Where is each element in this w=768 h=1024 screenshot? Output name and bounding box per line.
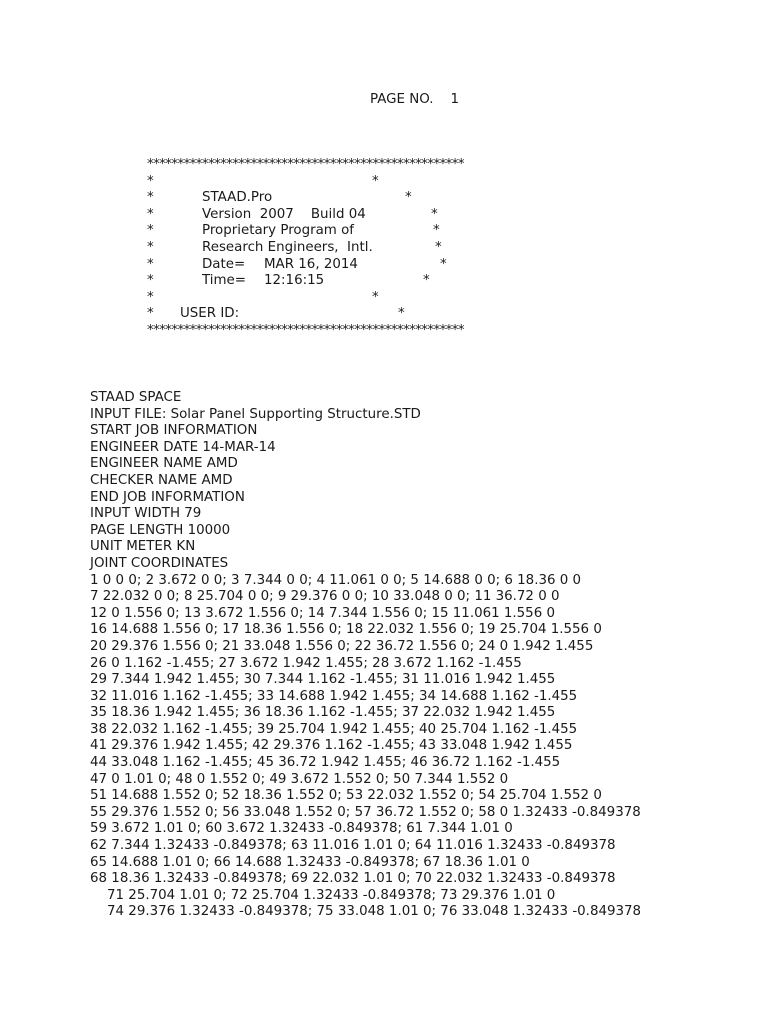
command-line: PAGE LENGTH 10000 — [90, 522, 231, 538]
date-value: MAR 16, 2014 — [264, 256, 358, 272]
proprietary-text: Proprietary Program of — [202, 223, 355, 239]
command-line: ENGINEER DATE 14-MAR-14 — [90, 439, 276, 455]
banner-left-star: * — [147, 289, 154, 305]
command-line: UNIT METER KN — [90, 539, 196, 555]
input-file-line: INPUT FILE: Solar Panel Supporting Structure.STD — [90, 406, 421, 422]
joint-coordinates-line: 65 14.688 1.01 0; 66 14.688 1.32433 -0.849378; 67 18.36 1.01 0 — [90, 854, 530, 870]
banner-right-star: * — [431, 206, 438, 222]
joint-coordinates-line: 35 18.36 1.942 1.455; 36 18.36 1.162 -1.455; 37 22.032 1.942 1.455 — [90, 705, 556, 721]
banner-left-star: * — [147, 239, 154, 255]
banner-right-star: * — [423, 273, 430, 289]
banner-right-star: * — [433, 223, 440, 239]
joint-coordinates-line: 7 22.032 0 0; 8 25.704 0 0; 9 29.376 0 0; 10 33.048 0 0; 11 36.72 0 0 — [90, 589, 560, 605]
joint-coordinates-line: 16 14.688 1.556 0; 17 18.36 1.556 0; 18 22.032 1.556 0; 19 25.704 1.556 0 — [90, 622, 602, 638]
banner-user-row — [147, 306, 405, 323]
program-version: Version 2007 Build 04 — [202, 206, 366, 222]
joint-coordinates-line: 55 29.376 1.552 0; 56 33.048 1.552 0; 57 36.72 1.552 0; 58 0 1.32433 -0.849378 — [90, 804, 641, 820]
page-number: PAGE NO. 1 — [370, 92, 460, 107]
banner-blank-row — [147, 173, 379, 191]
command-line: CHECKER NAME AMD — [90, 472, 233, 488]
user-id-label: USER ID: — [180, 306, 240, 322]
joint-coordinates-line: 62 7.344 1.32433 -0.849378; 63 11.016 1.01 0; 64 11.016 1.32433 -0.849378 — [90, 838, 616, 854]
command-line: INPUT WIDTH 79 — [90, 506, 202, 522]
program-banner — [147, 157, 464, 340]
date-label: Date= — [202, 256, 246, 272]
banner-blank-row — [147, 289, 379, 307]
joint-coordinates-line: 44 33.048 1.162 -1.455; 45 36.72 1.942 1.455; 46 36.72 1.162 -1.455 — [90, 755, 561, 771]
joint-coordinates-line: 20 29.376 1.556 0; 21 33.048 1.556 0; 22 36.72 1.556 0; 24 0 1.942 1.455 — [90, 638, 594, 654]
banner-left-star: * — [147, 223, 154, 239]
command-line: END JOB INFORMATION — [90, 489, 245, 505]
banner-version-row — [147, 206, 438, 224]
banner-date-row — [147, 256, 447, 274]
joint-coordinates-line: 59 3.672 1.01 0; 60 3.672 1.32433 -0.849378; 61 7.344 1.01 0 — [90, 821, 513, 837]
banner-left-star: * — [147, 190, 154, 206]
banner-top-border — [147, 157, 464, 174]
program-name: STAAD.Pro — [202, 190, 273, 206]
banner-right-star: * — [405, 190, 412, 206]
banner-left-star: * — [147, 273, 154, 289]
banner-time-row — [147, 273, 430, 290]
banner-border-stars: **************************************************** — [147, 157, 464, 172]
banner-right-star: * — [372, 289, 379, 305]
joint-coordinates-line: 51 14.688 1.552 0; 52 18.36 1.552 0; 53 22.032 1.552 0; 54 25.704 1.552 0 — [90, 788, 602, 804]
command-line: JOINT COORDINATES — [90, 555, 229, 571]
staad-input-listing — [90, 390, 641, 921]
joint-coordinates-line: 12 0 1.556 0; 13 3.672 1.556 0; 14 7.344 1.556 0; 15 11.061 1.556 0 — [90, 605, 555, 621]
banner-right-star: * — [398, 306, 405, 322]
joint-coordinates-line: 38 22.032 1.162 -1.455; 39 25.704 1.942 1.455; 40 25.704 1.162 -1.455 — [90, 721, 578, 737]
banner-left-star: * — [147, 256, 154, 272]
joint-coordinates-line: 41 29.376 1.942 1.455; 42 29.376 1.162 -1.455; 43 33.048 1.942 1.455 — [90, 738, 573, 754]
banner-left-star: * — [147, 173, 154, 189]
joint-coordinates-line: 26 0 1.162 -1.455; 27 3.672 1.942 1.455; 28 3.672 1.162 -1.455 — [90, 655, 522, 671]
banner-program-row — [147, 190, 412, 207]
time-value: 12:16:15 — [264, 273, 325, 289]
banner-right-star: * — [435, 239, 442, 255]
joint-coordinates-line: 47 0 1.01 0; 48 0 1.552 0; 49 3.672 1.552 0; 50 7.344 1.552 0 — [90, 771, 509, 787]
command-line: ENGINEER NAME AMD — [90, 456, 238, 472]
joint-coordinates-line: 71 25.704 1.01 0; 72 25.704 1.32433 -0.849378; 73 29.376 1.01 0 — [107, 887, 556, 903]
joint-coordinates-line: 68 18.36 1.32433 -0.849378; 69 22.032 1.01 0; 70 22.032 1.32433 -0.849378 — [90, 871, 616, 887]
joint-coordinates-line: 74 29.376 1.32433 -0.849378; 75 33.048 1.01 0; 76 33.048 1.32433 -0.849378 — [107, 904, 642, 920]
banner-border-stars: **************************************************** — [147, 322, 464, 338]
joint-coordinates-line: 29 7.344 1.942 1.455; 30 7.344 1.162 -1.455; 31 11.016 1.942 1.455 — [90, 672, 556, 688]
command-line: START JOB INFORMATION — [90, 423, 258, 439]
banner-company-row — [147, 239, 442, 257]
time-label: Time= — [202, 273, 246, 289]
banner-bottom-border — [147, 322, 464, 340]
banner-right-star: * — [440, 256, 447, 272]
banner-proprietary-row — [147, 223, 440, 240]
banner-left-star: * — [147, 206, 154, 222]
banner-left-star: * — [147, 306, 154, 322]
banner-right-star: * — [372, 173, 379, 189]
joint-coordinates-line: 32 11.016 1.162 -1.455; 33 14.688 1.942 1.455; 34 14.688 1.162 -1.455 — [90, 688, 578, 704]
company-name: Research Engineers, Intl. — [202, 239, 373, 255]
command-line: STAAD SPACE — [90, 390, 182, 405]
joint-coordinates-line: 1 0 0 0; 2 3.672 0 0; 3 7.344 0 0; 4 11.061 0 0; 5 14.688 0 0; 6 18.36 0 0 — [90, 572, 582, 588]
